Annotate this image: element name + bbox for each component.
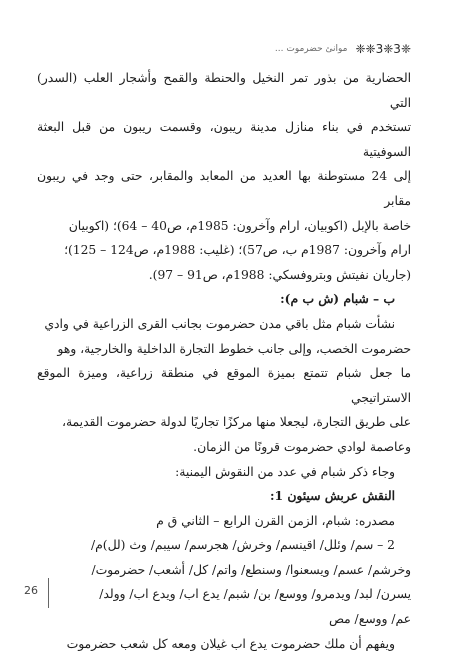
text-line: ويفهم أن ملك حضرموت يدع اب غيلان ومعه كل شعب حضرموت xyxy=(66,636,395,651)
text-line: (جاريان نفيتش وبتروفسكي: 1988م، ص91 – 97). xyxy=(148,267,411,282)
inscription-line: عم/ ووسع/ مص xyxy=(328,612,411,627)
text-line: ارام وآخرون: 1987م ب، ص57)؛ (غليب: 1988م، ص124 – 125)؛ xyxy=(64,243,411,258)
text-line: نشأت شبام مثل باقي مدن حضرموت بجانب القرى الزراعية في وادي xyxy=(44,316,395,331)
text-line: إلى 24 مستوطنة بها العديد من المعابد والمقابر، حتى وجد في ريبون مقابر xyxy=(37,169,411,208)
text-line: وعاصمة لوادي حضرموت قرونًا من الزمان. xyxy=(193,439,411,454)
page-header xyxy=(275,38,411,60)
page-number: 26 xyxy=(24,584,38,597)
text-line: ما جعل شبام تتمتع بميزة الموقع في منطقة زراعية، وميزة الموقع الاستراتيجي xyxy=(37,366,411,405)
header-ornament: ❈3❈3❈❈ xyxy=(355,42,411,56)
text-line: على طريق التجارة، ليجعلا منها مركزًا تجاريًا لدولة حضرموت القديمة، xyxy=(62,415,411,430)
text-line: الحضارية من بذور تمر النخيل والحنطة والقمح وأشجار العلب (السدر) التي xyxy=(37,71,411,110)
text-line: خاصة بالإبل (اكوبيان، ارام وآخرون: 1985م، ص40 – 64)؛ (اكوبيان xyxy=(68,218,411,233)
body-text xyxy=(37,66,411,656)
footer-divider xyxy=(48,578,49,608)
text-line: حضرموت الخصب، وإلى جانب خطوط التجارة الداخلية والخارجية، وهو xyxy=(57,341,411,356)
running-title: موانئ حضرموت ... xyxy=(274,44,348,54)
inscription-line: يسرن/ لبد/ ويدمرو/ ووسع/ بن/ شبم/ يدع اب/ ويدع اب/ وولد/ xyxy=(99,587,411,602)
text-line: تستخدم في بناء منازل مدينة ريبون، وقسمت ريبون من قبل البعثة السوفيتية xyxy=(37,120,411,159)
inscription-line: وخرشم/ عسم/ ويسعنوا/ وسنطع/ واتم/ كل/ أشعب/ حضرموت/ xyxy=(91,562,411,577)
section-heading: ب – شبام (ش ب م): xyxy=(280,291,395,307)
text-line: مصدره: شبام، الزمن القرن الرابع – الثاني ق م xyxy=(156,513,395,528)
inscription-heading: النقش عربش سيئون 1: xyxy=(269,488,395,504)
text-line: وجاء ذكر شبام في عدد من النقوش اليمنية: xyxy=(175,464,395,479)
inscription-line: 2 – سم/ وئلل/ اقينسم/ وخرش/ هجرسم/ سيبم/ وث (لل)م/ xyxy=(91,538,395,553)
